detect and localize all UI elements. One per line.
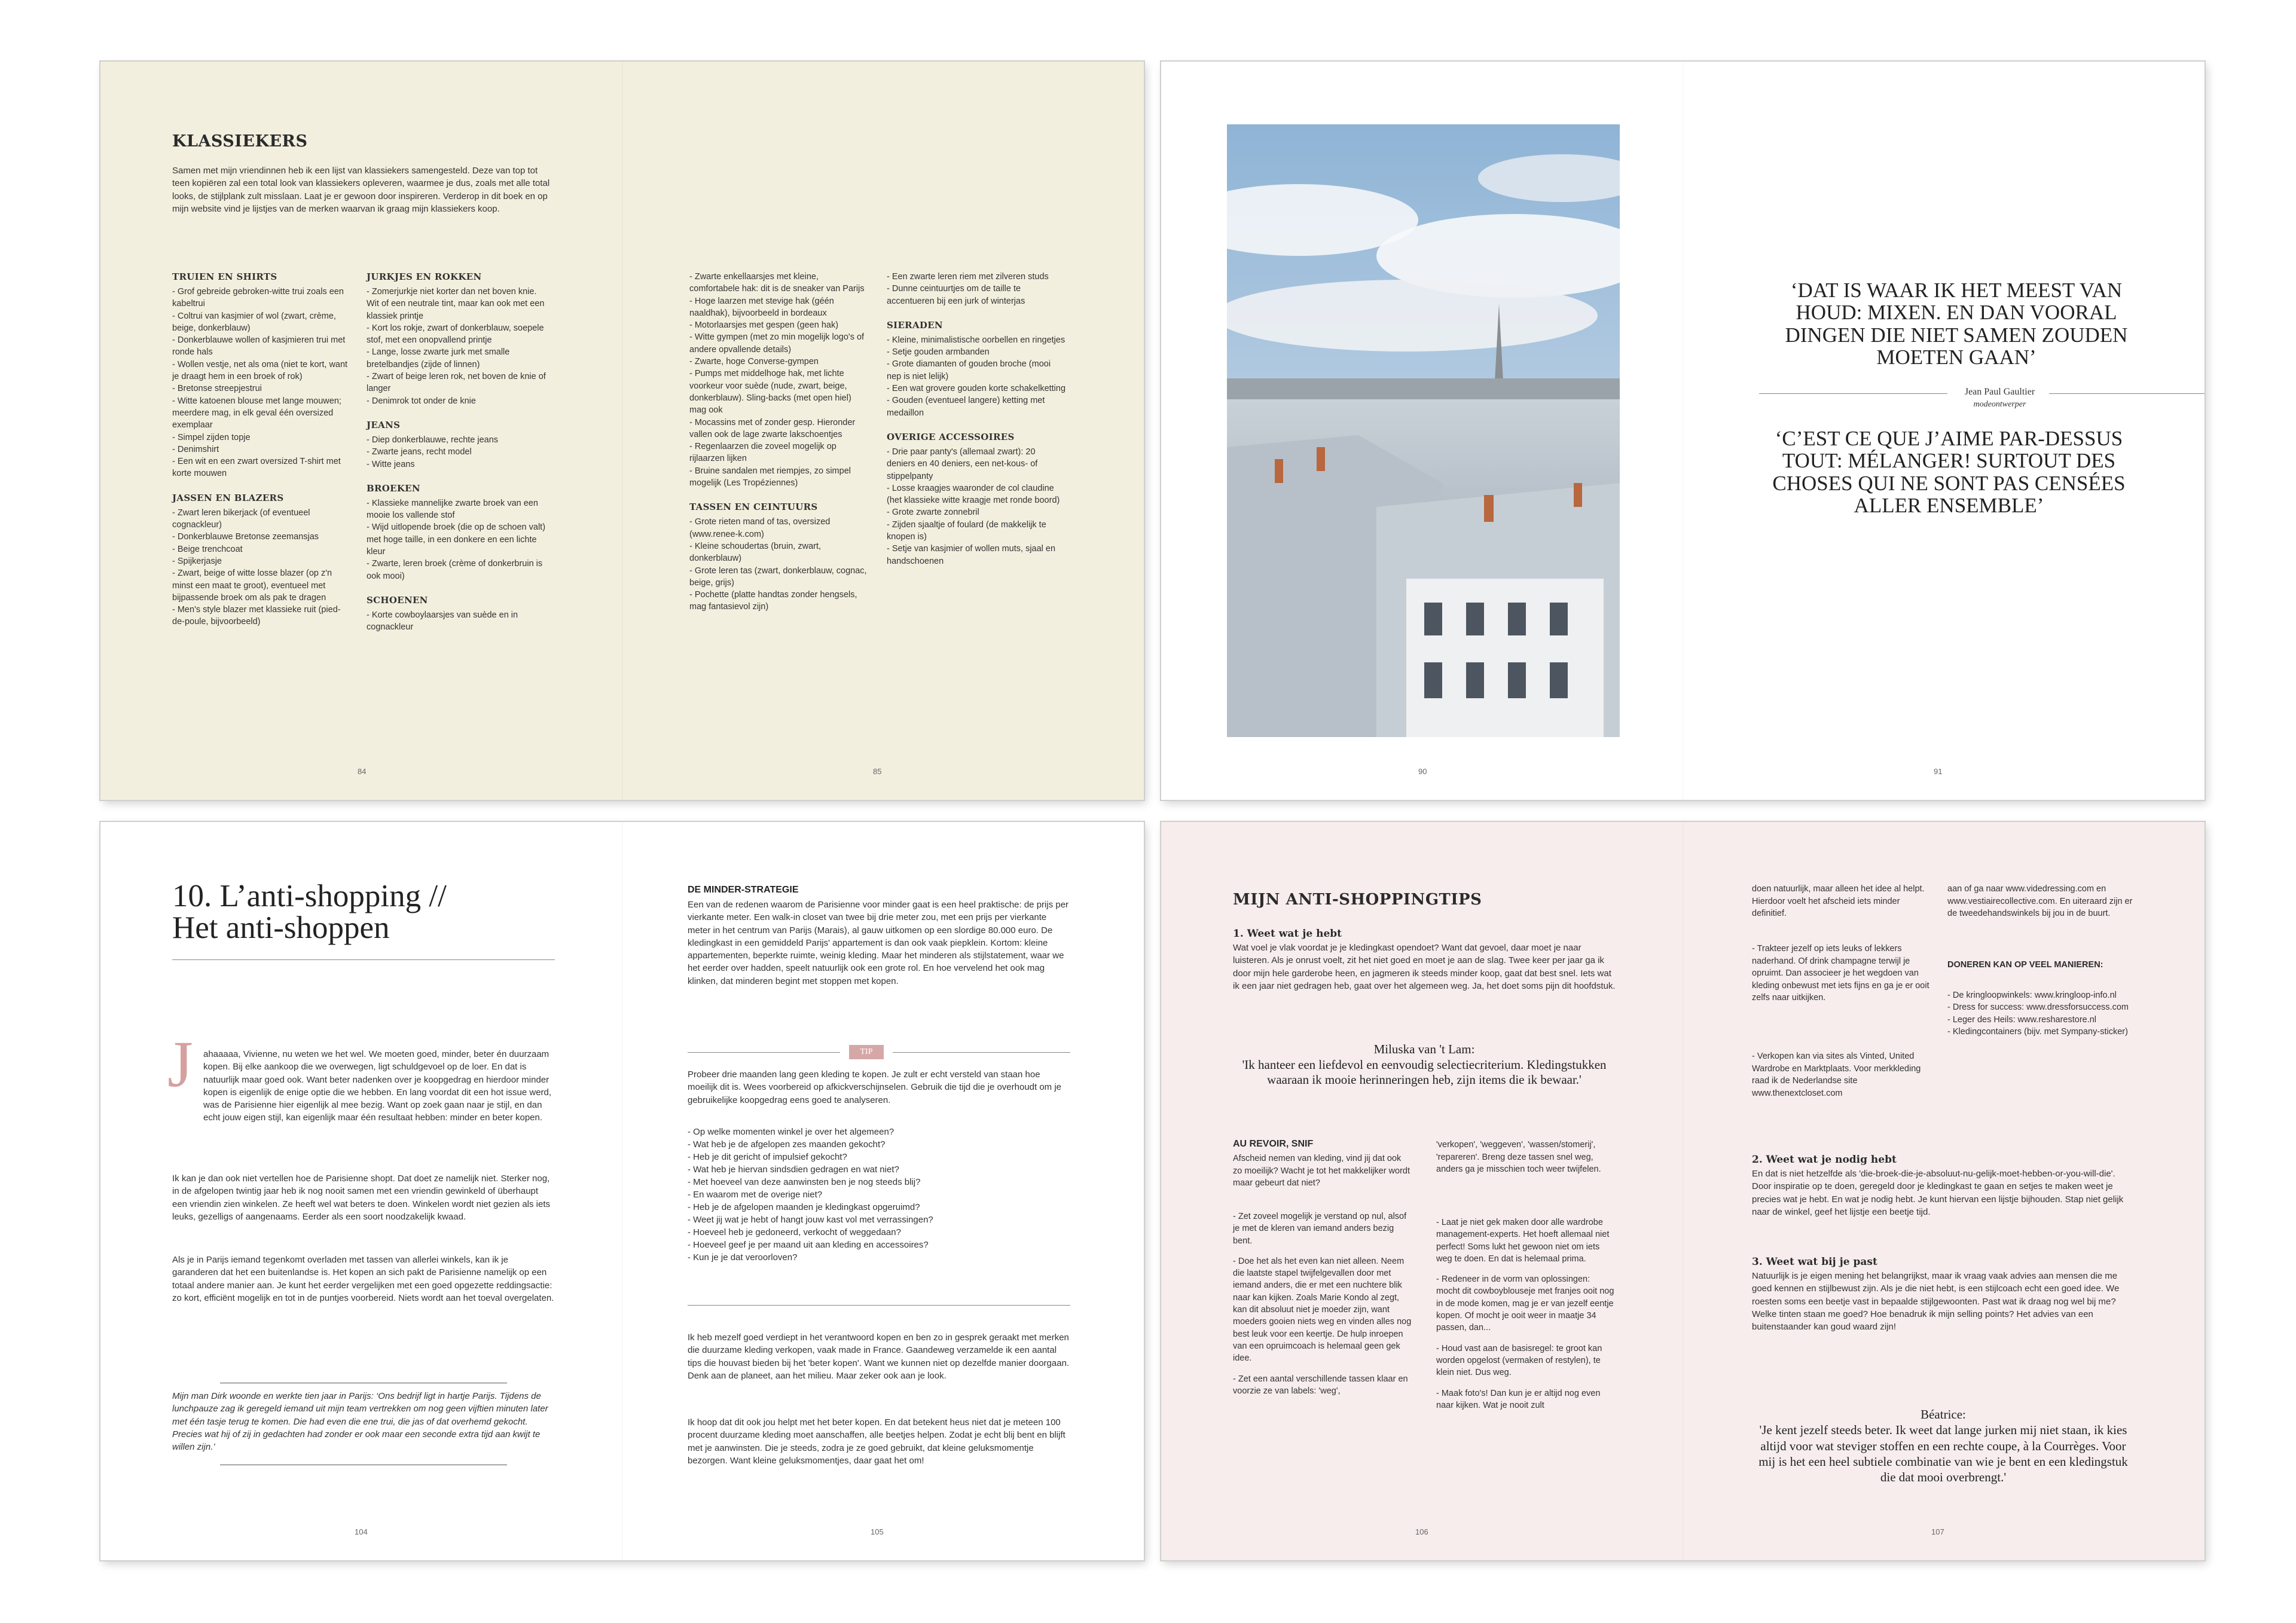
body-paragraph: Een van de redenen waarom de Parisienne voor minder gaat is een heel praktische: de prijs per vierkante meter. Een walk-in closet van twee bij drie meter zou, met een prijs per vierkante meter in het centrum van Parijs (Marais), al gauw uitkomen op een slordige 80.000 euro. De kledingkast in een gemiddeld Parijs' appartement is dan ook vaak piepklein. Kortom: kleine appartementen, beperkte ruimte, weinig kleding. Maar het minderen als stijlstatement, waar we het eerder over hadden, speelt natuurlijk ook een grote rol. En hoe vervelend het ook mag klinken, dat minderen begint met stoppen met kopen. xyxy=(688,900,1069,986)
list-item: - Donkerblauwe wollen of kasjmieren trui met ronde hals xyxy=(172,335,346,357)
list-group-title: JASSEN EN BLAZERS xyxy=(172,492,284,503)
list-group-title: SCHOENEN xyxy=(367,594,428,606)
list-item: - Klassieke mannelijke zwarte broek van een mooie los vallende stof xyxy=(367,498,538,521)
body-paragraph: Ik heb mezelf goed verdiept in het verantwoord kopen en ben zo in gesprek geraakt met merken die duurzame kleding verkopen, vaak made in France. Gaandeweg verzamelde ik een aantal tips die houvast bieden bij het 'beter kopen'. Want we kunnen niet op dezelfde manier doorgaan. Denk aan de planeet, aan het milieu. Maar zeker ook aan je look. xyxy=(688,1332,1070,1381)
list-group-title: SIERADEN xyxy=(887,319,943,331)
list-item: - Coltrui van kasjmier of wol (zwart, crème, beige, donkerblauw) xyxy=(172,311,336,333)
list-group-title: JURKJES EN ROKKEN xyxy=(367,271,482,282)
body-paragraph: Als je in Parijs iemand tegenkomt overladen met tassen van allerlei winkels, kan ik je garanderen dat het een buitenlandse is. Het kopen an sich pakt de Parisienne namelijk op een totaal andere manier aan. Je kunt het eerder vergelijken met een goed opgezette reddingsactie: zo kort, efficiënt mogelijk en tot in de puntjes voorbereid. Niets wordt aan het toeval overgelaten. xyxy=(172,1255,554,1303)
section-heading: DE MINDER-STRATEGIE xyxy=(688,885,799,895)
list-item: - Grote rieten mand of tas, oversized (www.renee-k.com) xyxy=(689,517,831,539)
list-item: - Simpel zijden topje xyxy=(172,432,251,442)
section-heading: AU REVOIR, SNIF xyxy=(1233,1139,1314,1149)
page-number: 84 xyxy=(358,767,367,776)
list-item: - Mocassins met of zonder gesp. Hieronder vallen ook de lage zwarte lakschoentjes xyxy=(689,417,856,439)
list-item: - Men's style blazer met klassieke ruit (pied-de-poule, bijvoorbeeld) xyxy=(172,605,341,627)
list-item: - Diep donkerblauwe, rechte jeans xyxy=(367,435,499,445)
list-item: - Weet jij wat je hebt of hangt jouw kast vol met verrassingen? xyxy=(688,1215,933,1225)
list-item: - Grote zwarte zonnebril xyxy=(887,508,979,518)
page-fold xyxy=(1683,62,1684,800)
list-item: - En waarom met de overige niet? xyxy=(688,1190,823,1200)
list-item: - Wat heb je de afgelopen zes maanden gekocht? xyxy=(688,1139,886,1150)
tip-question-list xyxy=(688,1126,1070,1264)
page-fold xyxy=(1683,822,1684,1560)
list-item: - Spijkerjasje xyxy=(172,556,222,566)
list-group xyxy=(887,319,1066,419)
section-heading: MIJN ANTI-SHOPPINGTIPS xyxy=(1233,891,1482,909)
testimonial-quote: 'Je kent jezelf steeds beter. Ik weet dat lange jurken mij niet staan, ik kies altijd voor wat steviger stoffen en een rechte coupe, à la Courrèges. Voor mij is het een heel subtiele combinatie van wie je bent en een kledingstuk die dat mooi overbrengt.' xyxy=(1758,1423,2128,1484)
list-group xyxy=(172,492,352,628)
list-item: - Zwarte, leren broek (crème of donkerbruin is ook mooi) xyxy=(367,559,543,581)
list-item: - Kledingcontainers (bijv. met Sympany-sticker) xyxy=(1947,1026,2128,1037)
list-item: - Zwarte jeans, recht model xyxy=(367,447,472,457)
body-paragraph: Natuurlijk is je eigen mening het belangrijkst, maar ik vraag vaak advies aan mensen die me goed kennen en stijlbewust zijn. Als je die niet hebt, is een stijlcoach echt een goed idee. We roesten soms een beetje vast in bepaalde stijlgewoonten. Past wat ik draag nog wel bij me? Welke tinten staan me goed? Hoe benadruk ik mijn selling points? Het advies van een buitenstaander kan goud waard zijn! xyxy=(1752,1271,2120,1332)
intro-paragraph: ahaaaaa, Vivienne, nu weten we het wel. We moeten goed, minder, beter én duurzaam kopen. Bij elke aankoop die we overwegen, ligt schuldgevoel op de loer. En dat is natuurlijk maar goed ook. Want beter nadenken over je koopgedrag en hierdoor minder kopen is eigenlijk de enige optie die we hebben. En lang voordat dit een hot issue werd, was de Parisienne hier eigenlijk al mee bezig. Want op zoek gaan naar je stijl, en dan echt jouw eigen stijl, kan eigenlijk maar één resultaat hebben: minder en beter kopen. xyxy=(203,1049,552,1123)
list-group xyxy=(689,501,869,613)
list-item: - Zet een aantal verschillende tassen klaar en voorzie ze van labels: 'weg', xyxy=(1233,1374,1408,1396)
list-column-4 xyxy=(887,271,1066,579)
body-paragraph: En dat is niet hetzelfde als 'die-broek-die-je-absoluut-nu-gelijk-moet-hebben-or-you-will-die'. Door inspiratie op te doen, geregeld door je kledingkast te gaan en setjes te maken weet je precies wat je hebt. En wat je nodig hebt. Je kunt hiervan een lijstje bijhouden. Stap niet gelijk naar de winkel, geef het lijstje een beetje tijd. xyxy=(1752,1169,2124,1217)
list-item: - Laat je niet gek maken door alle wardrobe management-experts. Het hoeft allemaal niet perfect! Soms lukt het gewoon niet om iets weg te doen. En dat is helemaal prima. xyxy=(1436,1218,1610,1264)
spread-klassiekers xyxy=(100,62,1144,800)
list-item: - Regenlaarzen die zoveel mogelijk op rijlaarzen lijken xyxy=(689,442,836,464)
quote-french: ‘C’EST CE QUE J’AIME PAR-DESSUS TOUT: MÉLANGER! SURTOUT DES CHOSES QUI NE SONT PAS CENSÉES ALLER ENSEMBLE’ xyxy=(1772,427,2126,518)
list-item: - Leger des Heils: www.resharestore.nl xyxy=(1947,1014,2097,1025)
list-group-title: BROEKEN xyxy=(367,482,420,494)
body-paragraph: Ik kan je dan ook niet vertellen hoe de Parisienne shopt. Dat doet ze namelijk niet. Sterker nog, in de afgelopen twintig jaar heb ik nog nooit samen met een vriendin gewinkeld of überhaupt een vriendin zien winkelen. Ze heeft wel wat beters te doen. Winkelen wordt niet gezien als iets leuks, gezelligs of aangenaams. Eerder als een soort noodzakelijk kwaad. xyxy=(172,1173,551,1222)
chapter-title-line-1: 10. L’anti-shopping // xyxy=(172,879,447,913)
list-item: - Grote diamanten of gouden broche (mooi nep is niet lelijk) xyxy=(887,359,1051,381)
tip-title-2: 2. Weet wat je nodig hebt xyxy=(1752,1154,1897,1166)
list-column-2 xyxy=(367,271,546,646)
tip-title-3: 3. Weet wat bij je past xyxy=(1752,1256,1877,1268)
list-group-title: TRUIEN EN SHIRTS xyxy=(172,271,277,282)
list-item: - Houd vast aan de basisregel: te groot kan worden opgelost (vermaken of restylen), te klein niet. Dus weg. xyxy=(1436,1343,1602,1378)
list-item: - Doe het als het even kan niet alleen. Neem die laatste stapel twijfelgevallen door met iemand anders, die er met een nuchtere blik naar kan kijken. Zoals Marie Kondo al zegt, kan dit absoluut niet je moeder zijn, want moeders gooien niets weg en vinden alles nog best leuk voor een keertje. De hulp inroepen van een opruimcoach is helemaal geen gek idee. xyxy=(1233,1256,1412,1364)
body-paragraph: Wat voel je vlak voordat je je kledingkast opendoet? Want dat gevoel, daar moet je naar luisteren. Als je onrust voelt, zit het niet goed en moet je aan de slag. Twee keer per jaar ga ik door mijn hele garderobe heen, en jagmeren ik steeds minder koop, gaat dat best snel. Iets wat ik een jaar niet gedragen heb, gaat over het algemeen weg. Ja, het doet soms pijn dit hoofdstuk. xyxy=(1233,943,1616,991)
list-item: - Zet zoveel mogelijk je verstand op nul, alsof je met de kleren van iemand anders bezig bent. xyxy=(1233,1212,1407,1246)
list-item: - Kleine schoudertas (bruin, zwart, donkerblauw) xyxy=(689,541,822,564)
spread-anti-shopping xyxy=(100,822,1144,1560)
list-group-title: OVERIGE ACCESSOIRES xyxy=(887,431,1015,442)
list-item: - Pumps met middelhoge hak, met lichte voorkeur voor suède (nude, zwart, beige, donkerblauw). Sling-backs (met open hiel) mag ook xyxy=(689,369,851,415)
list-item: - Gouden (eventueel langere) ketting met medaillon xyxy=(887,396,1045,418)
list-item: - Heb je dit gericht of impulsief gekocht? xyxy=(688,1152,847,1162)
list-item: - Een wat grovere gouden korte schakelketting xyxy=(887,384,1066,394)
list-item: - Bruine sandalen met riempjes, zo simpel mogelijk (Les Tropéziennes) xyxy=(689,466,851,488)
list-item: - Redeneer in de vorm van oplossingen: mocht dit cowboyblouseje met franjes ooit nog in de mode komen, mag je er van jezelf eentje kopen. Of mocht je ooit weer in maatje 34 passen, dan... xyxy=(1436,1274,1614,1333)
list-item: - Pochette (platte handtas zonder hengsels, mag fantasievol zijn) xyxy=(689,590,857,612)
list-item: - Een zwarte leren riem met zilveren studs xyxy=(887,272,1049,282)
tip-badge: TIP xyxy=(849,1045,884,1059)
list-item: - Donkerblauwe Bretonse zeemansjas xyxy=(172,532,319,542)
testimonial xyxy=(1233,1042,1616,1088)
list-item: - Witte jeans xyxy=(367,459,415,469)
list-item: - Zwart of beige leren rok, net boven de knie of langer xyxy=(367,372,546,394)
body-paragraph: 'verkopen', 'weggeven', 'wassen/stomerij', 'repareren'. Breng deze tassen snel weg, anders ga je misschien toch weer twijfelen. xyxy=(1436,1140,1601,1175)
list-column-1 xyxy=(1233,1211,1412,1405)
list-item: - Hoeveel geef je per maand uit aan kleding en accessoires? xyxy=(688,1240,929,1250)
eiffel-tower-rooftops-photo xyxy=(1227,124,1620,737)
quote-author: Jean Paul Gaultier xyxy=(1964,387,2035,397)
page-number: 106 xyxy=(1415,1527,1428,1536)
divider xyxy=(688,1052,840,1053)
list-item: - Dress for success: www.dressforsuccess.com xyxy=(1947,1002,2129,1013)
list-item: - Zijden sjaaltje of foulard (de makkelijk te knopen is) xyxy=(887,519,1046,542)
list-group xyxy=(367,482,546,582)
testimonial-name: Miluska van 't Lam: xyxy=(1373,1042,1475,1056)
list-item: - Beige trenchcoat xyxy=(172,544,243,554)
list-item: - Hoeveel heb je gedoneerd, verkocht of weggedaan? xyxy=(688,1227,901,1237)
divider xyxy=(893,1052,1070,1053)
section-heading: KLASSIEKERS xyxy=(172,132,308,151)
body-paragraph: aan of ga naar www.videdressing.com en www.vestiairecollective.com. En uiteraard zijn er de tweedehandswinkels bij jou in de buurt. xyxy=(1947,884,2133,919)
list-group-title: JEANS xyxy=(367,419,401,430)
list-item: - Een wit en een zwart oversized T-shirt met korte mouwen xyxy=(172,457,341,479)
list-item: - Lange, losse zwarte jurk met smalle bretelbandjes (zijde of linnen) xyxy=(367,347,510,369)
page-fold xyxy=(622,822,623,1560)
paris-skyline-illustration xyxy=(1227,124,1620,737)
list-item: - Korte cowboylaarsjes van suède en in cognackleur xyxy=(367,610,518,632)
list-item: - Wat heb je hiervan sindsdien gedragen en wat niet? xyxy=(688,1164,899,1175)
spread-anti-shopping-tips xyxy=(1161,822,2205,1560)
list-item: - De kringloopwinkels: www.kringloop-info.nl xyxy=(1947,991,2117,1000)
page-number: 105 xyxy=(871,1527,884,1536)
testimonial-name: Béatrice: xyxy=(1921,1407,1966,1422)
tip-intro: Probeer drie maanden lang geen kleding te kopen. Je zult er echt versteld van staan hoe moeilijk dit is. Wees voorbereid op afkickverschijnselen. Gebruik die tijd die je overhoudt om je gebruikelijke koopgedrag eens goed te analyseren. xyxy=(688,1069,1062,1105)
list-item: - Setje gouden armbanden xyxy=(887,347,990,357)
list-item: - Hoge laarzen met stevige hak (géén naaldhak), bijvoorbeeld in bordeaux xyxy=(689,296,834,318)
quote-dutch: ‘DAT IS WAAR IK HET MEEST VAN HOUD: MIXEN. EN DAN VOORAL DINGEN DIE NIET SAMEN ZOUDEN MOETEN GAAN’ xyxy=(1785,279,2128,369)
page-fold xyxy=(622,62,623,800)
body-paragraph: - Trakteer jezelf op iets leuks of lekkers naderhand. Of drink champagne terwijl je opruimt. Dan associeer je het wegdoen van kleding onbewust met iets fijns en ga je er ooit zelfs naar uitkijken. xyxy=(1752,944,1929,1003)
list-item: - Op welke momenten winkel je over het algemeen? xyxy=(688,1127,894,1137)
chapter-title-line-2: Het anti-shoppen xyxy=(172,910,390,945)
list-column-3 xyxy=(689,271,869,625)
intro-paragraph: Samen met mijn vriendinnen heb ik een lijst van klassiekers samengesteld. Deze van top tot teen kopiëren zal een total look van klassiekers opleveren, waarmee je dus, zoals met alle total looks, de stijlplank zult misslaan. Laat je er gewoon door inspireren. Verderop in dit boek en op mijn website vind je lijstjes van de merken waarvan ik graag mijn klassiekers koop. xyxy=(172,166,550,214)
list-item: - Grote leren tas (zwart, donkerblauw, cognac, beige, grijs) xyxy=(689,566,867,588)
pull-quote: Mijn man Dirk woonde en werkte tien jaar in Parijs: ‘Ons bedrijf ligt in hartje Parijs. Tijdens de lunchpauze zag ik geregeld iemand uit mijn team vertrekken om nog geen vijftien minuten later met één tasje terug te komen. Die had even die ene trui, die jas of dat overhemd gekocht. Precies wat hij of zij in gedachten had zonder er ook maar een seconde extra tijd aan kwijt te willen zijn.’ xyxy=(172,1391,548,1453)
list-item: - Witte gympen (met zo min mogelijk logo's of andere opvallende details) xyxy=(689,332,865,354)
list-item: - Wollen vestje, net als oma (niet te kort, want je draagt hem in een broek of rok) xyxy=(172,359,348,382)
list-group xyxy=(887,271,1066,307)
list-group xyxy=(689,271,869,489)
list-item: - Met hoeveel van deze aanwinsten ben je nog steeds blij? xyxy=(688,1177,921,1187)
list-group xyxy=(367,594,546,634)
author-role: modeontwerper xyxy=(1973,400,2026,409)
list-item: - Zwart leren bikerjack (of eventueel cognackleur) xyxy=(172,508,310,530)
list-item: - Zwarte enkellaarsjes met kleine, comfortabele hak: dit is de sneaker van Parijs xyxy=(689,272,865,294)
page-number: 104 xyxy=(355,1527,368,1536)
list-group xyxy=(887,431,1066,567)
spread-quote-photo xyxy=(1161,62,2205,800)
list-item: - Dunne ceintuurtjes om de taille te accentueren bij een jurk of winterjas xyxy=(887,284,1025,306)
list-item: - Setje van kasjmier of wollen muts, sjaal en handschoenen xyxy=(887,544,1056,566)
list-group-title: TASSEN EN CEINTUURS xyxy=(689,502,818,513)
list-item: - Heb je de afgelopen maanden je kledingkast opgeruimd? xyxy=(688,1202,920,1212)
list-item: - Wijd uitlopende broek (die op de schoen valt) met hoge taille, in een donkere en een lichte kleur xyxy=(367,522,546,557)
list-item: - Maak foto's! Dan kun je er altijd nog even naar kijken. Wat je nooit zult xyxy=(1436,1388,1601,1410)
list-item: - Zwart, beige of witte losse blazer (op z'n minst een maat te groot), eventueel met bijpassende broek om als pak te dragen xyxy=(172,568,332,603)
list-item: - Denimshirt xyxy=(172,444,219,454)
testimonial xyxy=(1752,1407,2135,1485)
page-number: 107 xyxy=(1931,1527,1944,1536)
list-column-2 xyxy=(1436,1217,1616,1420)
list-item: - Drie paar panty's (allemaal zwart): 20 deniers en 40 deniers, een net-kous- of stippelpanty xyxy=(887,447,1038,481)
divider xyxy=(172,959,555,960)
list-item: - Kun je je dat veroorloven? xyxy=(688,1252,798,1263)
tip-title-1: 1. Weet wat je hebt xyxy=(1233,928,1342,940)
page-number: 85 xyxy=(873,767,882,776)
chapter-title xyxy=(172,881,447,944)
section-heading: DONEREN KAN OP VEEL MANIEREN: xyxy=(1947,960,2103,970)
list-item: - Witte katoenen blouse met lange mouwen; meerdere mag, in elk geval één oversized exemplaar xyxy=(172,396,341,430)
list-item: - Bretonse streepjestrui xyxy=(172,384,262,394)
list-item: - Zomerjurkje niet korter dan net boven knie. Wit of een neutrale tint, maar kan ook met een klassiek printje xyxy=(367,287,545,321)
testimonial-quote: 'Ik hanteer een liefdevol en eenvoudig selectiecriterium. Kledingstukken waaraan ik mooie herinneringen heb, zijn items die ik bewaar.' xyxy=(1242,1057,1607,1087)
list-item: - Kleine, minimalistische oorbellen en ringetjes xyxy=(887,335,1065,345)
divider xyxy=(688,1305,1070,1306)
list-group xyxy=(367,271,546,407)
list-group xyxy=(172,271,352,480)
list-item: - Motorlaarsjes met gespen (geen hak) xyxy=(689,320,839,331)
drop-cap: J xyxy=(167,1028,193,1101)
list-item: - Kort los rokje, zwart of donkerblauw, soepele stof, met een onopvallend printje xyxy=(367,323,544,346)
donation-list xyxy=(1947,989,2133,1038)
list-column-1 xyxy=(172,271,352,640)
body-paragraph: Ik hoop dat dit ook jou helpt met het beter kopen. En dat betekent heus niet dat je meteen 100 procent duurzame kleding moet aanschaffen, alle beetjes helpen. Zodat je echt blij bent en blijft met je aanwinsten. Die je steeds, zodra je ze goed gebruikt, dat kleine geluksmomentje bezorgen. Want kleine geluksmomentjes, daar gaat het om! xyxy=(688,1417,1065,1466)
page-number: 91 xyxy=(1934,767,1943,776)
body-paragraph: - Verkopen kan via sites als Vinted, United Wardrobe en Marktplaats. Voor merkkleding raad ik de Nederlandse site www.thenextcloset.com xyxy=(1752,1052,1921,1098)
page-number: 90 xyxy=(1418,767,1427,776)
list-item: - Zwarte, hoge Converse-gympen xyxy=(689,357,819,367)
list-item: - Grof gebreide gebroken-witte trui zoals een kabeltrui xyxy=(172,287,344,309)
list-group xyxy=(367,419,546,470)
body-paragraph: doen natuurlijk, maar alleen het idee al helpt. Hierdoor voelt het afscheid iets minder definitief. xyxy=(1752,884,1925,919)
list-item: - Losse kraagjes waaronder de col claudine (het klassieke witte kraagje met ronde boord) xyxy=(887,483,1060,506)
list-item: - Denimrok tot onder de knie xyxy=(367,396,476,406)
body-paragraph: Afscheid nemen van kleding, vind jij dat ook zo moeilijk? Wacht je tot het makkelijker wordt maar gebeurt dat niet? xyxy=(1233,1154,1410,1188)
